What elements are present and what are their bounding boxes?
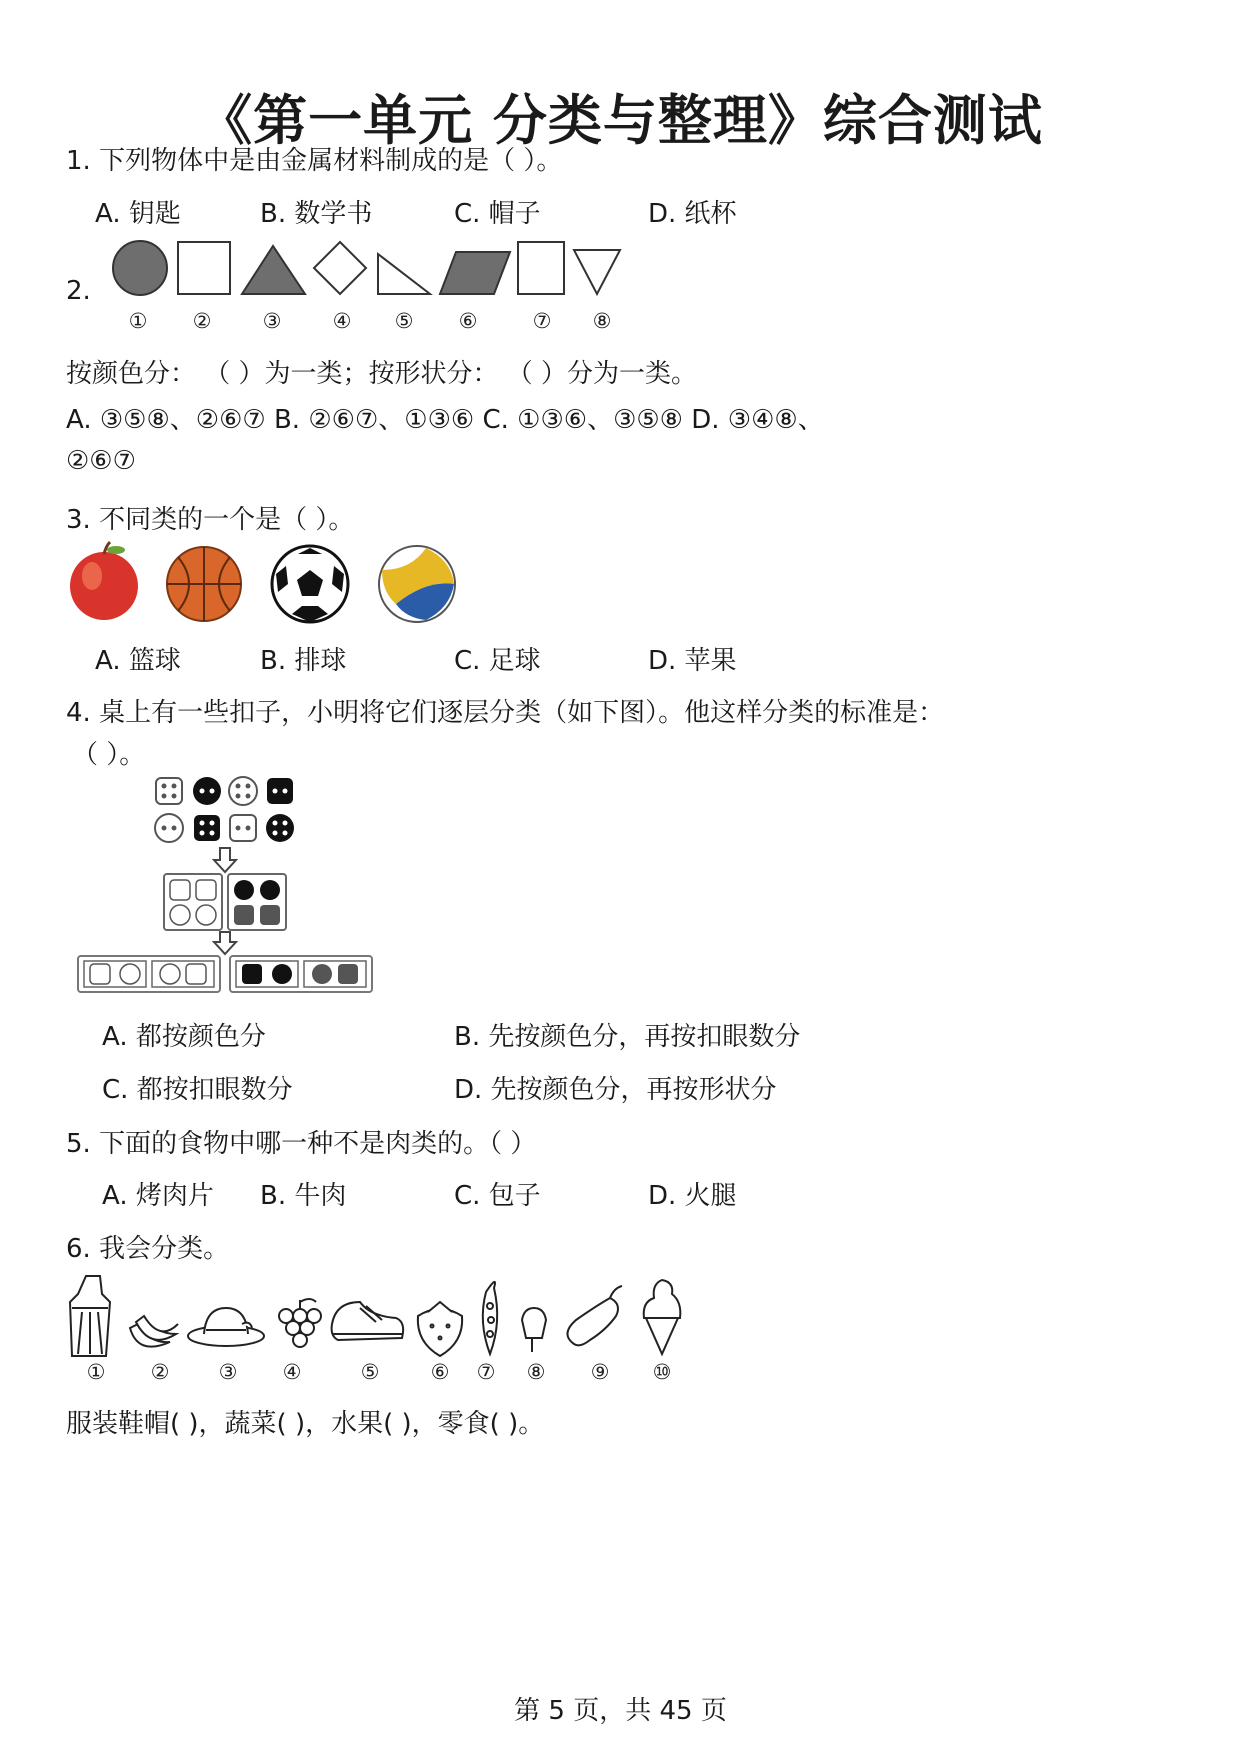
q1-option-d: D. 纸杯 [648,199,737,229]
button-pile-top [155,777,294,842]
question-5-stem: 5. 下面的食物中哪一种不是肉类的。（ ） [66,1129,537,1159]
q2-options-line-2: ②⑥⑦ [66,446,136,476]
q6-label-6: ⑥ [430,1360,450,1384]
q2-label-2: ② [192,309,212,333]
question-1-stem: 1. 下列物体中是由金属材料制成的是（ ）。 [66,146,563,176]
q6-label-9: ⑨ [590,1360,610,1384]
sun-hat-icon [188,1308,264,1346]
q6-label-2: ② [150,1360,170,1384]
q3-option-d: D. 苹果 [648,646,737,676]
q6-label-8: ⑧ [526,1360,546,1384]
q1-option-b: B. 数学书 [260,199,373,229]
white-inverted-triangle-shape [574,250,620,294]
q1-option-c: C. 帽子 [454,199,541,229]
q5-option-d: D. 火腿 [648,1181,737,1211]
page-title: 《第一单元 分类与整理》综合测试 [198,89,1043,152]
down-arrow-icon [214,848,236,872]
grapes-icon [279,1299,321,1347]
q2-label-3: ③ [262,309,282,333]
q6-label-1: ① [86,1360,106,1384]
q2-shapes-figure [110,238,630,302]
gray-parallelogram-shape [440,252,510,294]
q6-label-10: ⑩ [652,1360,672,1384]
white-right-triangle-shape [378,254,430,294]
q6-label-5: ⑤ [360,1360,380,1384]
q2-label-6: ⑥ [458,309,478,333]
eggplant-icon [567,1286,622,1345]
question-2-stem: 按颜色分： （ ）为一类；按形状分： （ ）分为一类。 [66,359,698,389]
button-group-level-3 [78,956,372,992]
question-2-number: 2. [66,276,91,306]
q6-label-3: ③ [218,1360,238,1384]
q2-options-line-1: A. ③⑤⑧、②⑥⑦ B. ②⑥⑦、①③⑥ C. ①③⑥、③⑤⑧ D. ③④⑧、 [66,405,824,435]
q4-buttons-diagram [76,772,376,996]
gray-triangle-shape [242,246,305,294]
q3-option-a: A. 篮球 [95,646,181,676]
popsicle-icon [522,1308,546,1352]
q4-option-a: A. 都按颜色分 [102,1022,266,1052]
strawberry-icon [418,1302,462,1356]
q2-label-7: ⑦ [532,309,552,333]
bananas-icon [130,1316,178,1347]
q6-items-figure [66,1272,696,1358]
q6-label-4: ④ [282,1360,302,1384]
question-6-stem: 6. 我会分类。 [66,1234,230,1264]
q2-label-4: ④ [332,309,352,333]
question-4-stem-line-2: （ ）。 [72,740,146,770]
q4-option-b: B. 先按颜色分，再按扣眼数分 [454,1022,801,1052]
q1-option-a: A. 钥匙 [95,199,181,229]
pea-pod-icon [483,1282,497,1354]
q2-label-5: ⑤ [394,309,414,333]
q5-option-c: C. 包子 [454,1181,541,1211]
white-diamond-shape [314,242,366,294]
soccer-ball-image [272,546,348,622]
q5-option-a: A. 烤肉片 [102,1181,214,1211]
ice-cream-cone-icon [644,1280,681,1354]
down-arrow-icon [214,932,236,954]
q3-balls-figure [66,540,466,626]
q2-label-8: ⑧ [592,309,612,333]
button-group-level-2 [164,874,286,930]
q2-label-1: ① [128,309,148,333]
gray-circle-shape [113,241,167,295]
white-rectangle-shape [518,242,564,294]
q3-option-c: C. 足球 [454,646,541,676]
q3-option-b: B. 排球 [260,646,347,676]
question-3-stem: 3. 不同类的一个是（ ）。 [66,505,355,535]
white-square-shape [178,242,230,294]
q5-option-b: B. 牛肉 [260,1181,347,1211]
q6-label-7: ⑦ [476,1360,496,1384]
page-footer: 第 5 页，共 45 页 [514,1696,727,1726]
question-6-answer-line: 服装鞋帽( )，蔬菜( )，水果( )，零食( )。 [66,1409,545,1439]
dress-icon [70,1276,110,1356]
basketball-image [167,547,241,621]
q4-option-d: D. 先按颜色分，再按形状分 [454,1075,777,1105]
shoe-icon [332,1302,404,1340]
volleyball-image [379,546,455,622]
q4-option-c: C. 都按扣眼数分 [102,1075,293,1105]
question-4-stem-line-1: 4. 桌上有一些扣子，小明将它们逐层分类（如下图）。他这样分类的标准是： [66,698,945,728]
apple-image [70,542,138,620]
